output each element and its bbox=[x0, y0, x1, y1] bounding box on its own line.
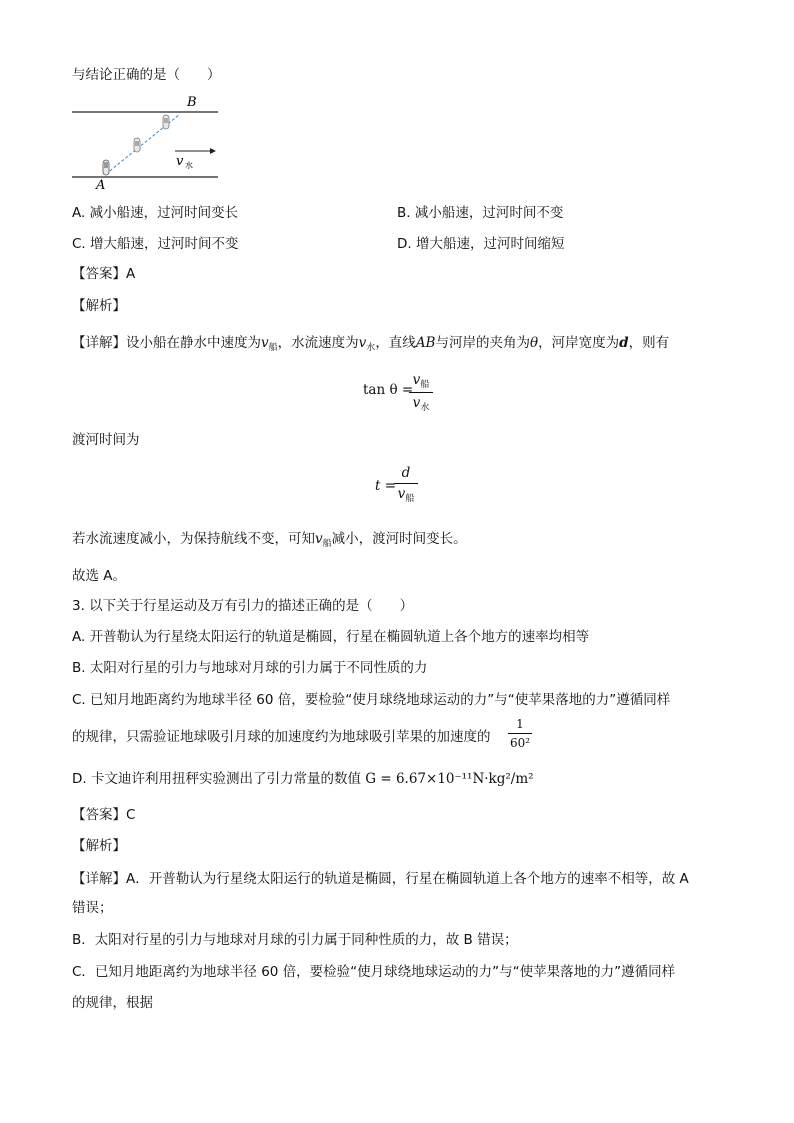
v-water-label: v bbox=[176, 154, 184, 169]
eq2-left: t = bbox=[375, 478, 397, 494]
q2-option-b: B. 减小船速，过河时间不变 bbox=[397, 205, 564, 221]
q3-option-b: B. 太阳对行星的引力与地球对月球的引力属于不同性质的力 bbox=[72, 660, 428, 676]
q2-analysis-heading: 【解析】 bbox=[72, 298, 126, 314]
v-water-subscript: 水 bbox=[185, 161, 193, 170]
q3-detail-line2: 错误； bbox=[72, 900, 113, 916]
q3-option-a: A. 开普勒认为行星绕太阳运行的轨道是椭圆，行星在椭圆轨道上各个地方的速率均相等 bbox=[72, 629, 590, 645]
q2-detail-line1: 【详解】设小船在静水中速度为$v_船$，水流速度为$v_水$，直线AB与河岸的夹角为θ，河岸宽度为d，则有 bbox=[72, 335, 670, 353]
q3-detail-line4: C．已知月地距离约为地球半径 60 倍，要检验“使月球绕地球运动的力”与“使苹果落地的力”遵循同样 bbox=[72, 964, 676, 980]
q2-stem-tail: 与结论正确的是（ ） bbox=[72, 67, 221, 83]
eq1-fraction: $v_船$ $v_水$ bbox=[409, 372, 433, 413]
q3-option-d: D. 卡文迪许利用扭秤实验测出了引力常量的数值 G = 6.67×10⁻¹¹N·kg²/m² bbox=[72, 771, 534, 787]
q3-stem: 3. 以下关于行星运动及万有引力的描述正确的是（ ） bbox=[72, 598, 414, 614]
q3-answer: 【答案】C bbox=[72, 807, 136, 823]
river-crossing-figure bbox=[70, 90, 230, 190]
q2-option-d: D. 增大船速，过河时间缩短 bbox=[397, 236, 565, 252]
eq2-fraction: d $v_船$ bbox=[394, 465, 418, 504]
boat-icon bbox=[103, 160, 109, 175]
q3-detail-line1: 【详解】A．开普勒认为行星绕太阳运行的轨道是椭圆，行星在椭圆轨道上各个地方的速率不相等，故 A bbox=[72, 871, 689, 887]
q2-detail-line3: 若水流速度减小，为保持航线不变，可知$v_船$减小，渡河时间变长。 bbox=[72, 531, 467, 549]
q2-detail-line4: 故选 A。 bbox=[72, 568, 127, 584]
q2-option-a: A. 减小船速，过河时间变长 bbox=[72, 205, 239, 221]
boat-icon bbox=[134, 138, 140, 152]
point-b-label: B bbox=[187, 95, 197, 110]
q3-detail-line5: 的规律，根据 bbox=[72, 995, 153, 1011]
q3-option-c-fraction: 1 60² bbox=[509, 717, 531, 750]
q3-option-d-formula: G = 6.67×10⁻¹¹N·kg²/m² bbox=[365, 771, 534, 787]
q3-analysis-heading: 【解析】 bbox=[72, 838, 126, 854]
q2-answer: 【答案】A bbox=[72, 266, 136, 282]
q2-option-c: C. 增大船速，过河时间不变 bbox=[72, 236, 239, 252]
q3-option-c-line1: C. 已知月地距离约为地球半径 60 倍，要检验“使月球绕地球运动的力”与“使苹果落地的力”遵循同样 bbox=[72, 692, 671, 708]
boat-icon bbox=[163, 115, 169, 129]
q3-detail-line3: B．太阳对行星的引力与地球对月球的引力属于同种性质的力，故 B 错误； bbox=[72, 932, 518, 948]
eq1-left: tan θ = bbox=[363, 382, 414, 398]
q3-option-c-line2: 的规律，只需验证地球吸引月球的加速度约为地球吸引苹果的加速度的 bbox=[72, 729, 491, 745]
point-a-label: A bbox=[96, 178, 106, 190]
q2-detail-line2: 渡河时间为 bbox=[72, 432, 140, 448]
